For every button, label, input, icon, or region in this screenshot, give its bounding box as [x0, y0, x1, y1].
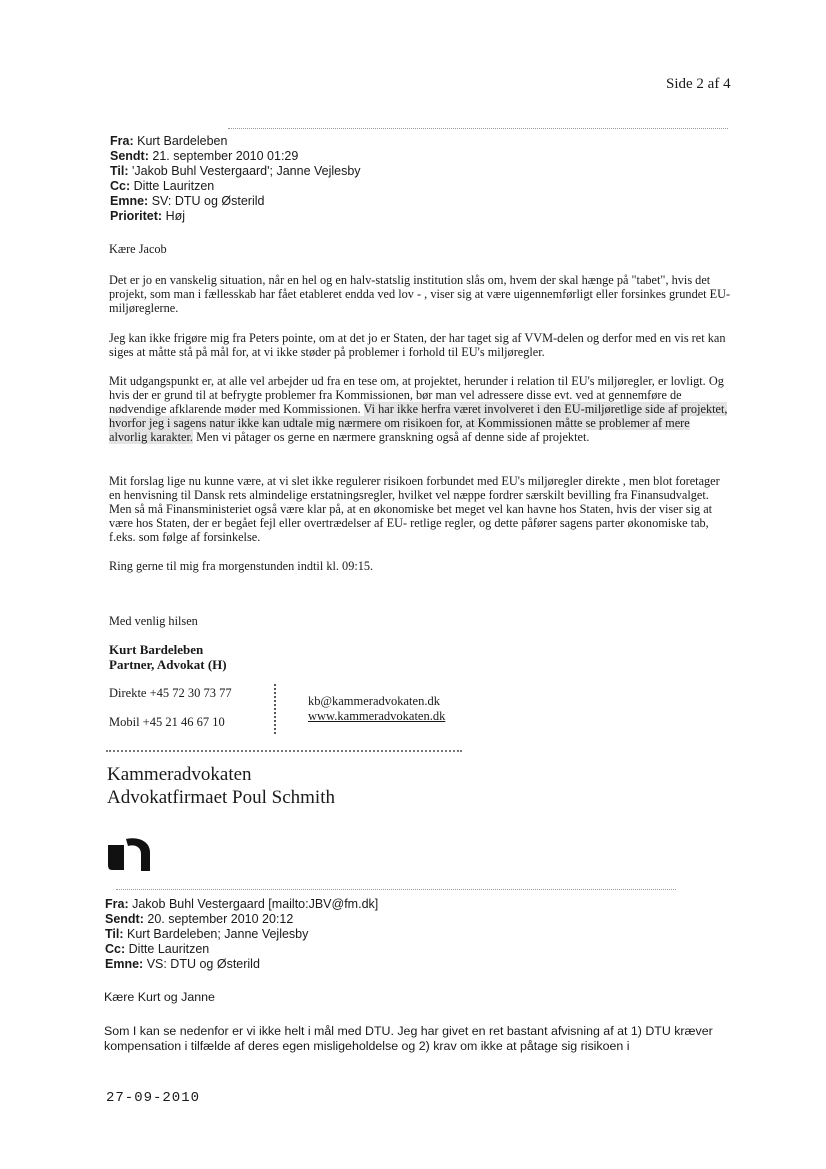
email-link[interactable]: kb@kammeradvokaten.dk [308, 694, 440, 708]
paragraph-forwarded: Som I kan se nedenfor er vi ikke helt i mål med DTU. Jeg har givet en ret bastant afvisning af at 1) DTU kræver kompensation i tilfælde af deres egen misligeholdelse og 2) krav om ikke at påtage sig risikoen i [104, 1024, 713, 1053]
sent-value: 21. september 2010 01:29 [152, 149, 299, 163]
from-label: Fra: [110, 134, 134, 148]
paragraph-4: Mit forslag lige nu kunne være, at vi slet ikke regulerer risikoen forbundet med EU's miljøregler direkte , men blot foretager en henvisning til Dansk rets almindelige erstatningsregler, hvilket vel næppe fordrer særskilt bevilling fra Finansudvalget. Men så må Finansministeriet også være klar på, at en økonomiske bet meget vel kan havne hos Staten, hvis der viser sig at være hos Staten, der er begået fejl eller overtrædelser af EU- retlige regler, og dette påfører sagens parter økonomiske tab, f.eks. som følge af forsinkelse. [109, 474, 720, 544]
contact-separator [274, 684, 276, 734]
page-number: Side 2 af 4 [666, 76, 731, 92]
sent-label: Sendt: [105, 912, 144, 926]
sent-label: Sendt: [110, 149, 149, 163]
email-header [110, 134, 361, 224]
signature-name: Kurt Bardeleben [109, 642, 204, 657]
paragraph-3a: Mit udgangspunkt er, at alle vel arbejder ud fra en tese om, at projektet, herunder i relation til EU's miljøregler, er lovligt. Og hvis der er grund til at befrygte problemer fra Kommissionen, bør man vel adressere disse evt. ved at gennemføre de nødvendige afklarende møder med Kommissionen. [109, 374, 724, 416]
footer-date: 27-09-2010 [106, 1090, 201, 1106]
greeting-forwarded: Kære Kurt og Janne [104, 990, 215, 1004]
to-label: Til: [110, 164, 129, 178]
greeting: Kære Jacob [109, 242, 167, 256]
subject-label: Emne: [105, 957, 144, 971]
website-link[interactable]: www.kammeradvokaten.dk [308, 709, 446, 723]
paragraph-1: Det er jo en vanskelig situation, når en hel og en halv-statslig institution slås om, hvem der skal hænge på "tabet", hvis det projekt, som man i fællesskab har fået etableret endda ved lov - , viser sig at være uigennemførligt eller forsinkes grundet EU- miljøreglerne. [109, 273, 731, 315]
divider [116, 889, 676, 890]
cc-value: Ditte Lauritzen [133, 179, 215, 193]
paragraph-3c: Men vi påtager os gerne en nærmere granskning også af denne side af projektet. [193, 430, 590, 444]
to-value: 'Jakob Buhl Vestergaard'; Janne Vejlesby [132, 164, 361, 178]
email-header-forwarded [105, 897, 378, 972]
cc-value: Ditte Lauritzen [128, 942, 210, 956]
cc-label: Cc: [105, 942, 126, 956]
direct-phone: Direkte +45 72 30 73 77 [109, 686, 232, 700]
firm-subtitle: Advokatfirmaet Poul Schmith [107, 787, 335, 808]
from-label: Fra: [105, 897, 129, 911]
subject-label: Emne: [110, 194, 149, 208]
divider [106, 750, 462, 752]
paragraph-3 [109, 374, 731, 444]
paragraph-2: Jeg kan ikke frigøre mig fra Peters pointe, om at det jo er Staten, der har taget sig af VVM-delen og derfor med en vis ret kan siges at måtte stå på mål for, at vi ikke støder på problemer i forhold til EU's miljøregler. [109, 331, 726, 359]
priority-label: Prioritet: [110, 209, 163, 223]
cc-label: Cc: [110, 179, 131, 193]
paragraph-5: Ring gerne til mig fra morgenstunden indtil kl. 09:15. [109, 559, 374, 573]
signature-title: Partner, Advokat (H) [109, 657, 227, 672]
closing: Med venlig hilsen [109, 614, 198, 628]
highlighted-text: Vi har ikke herfra været involveret i den EU-miljøretlige side af projektet, hvorfor jeg i sagens natur ikke kan udtale mig nærmere om risikoen for, at Kommissionen måtte se problemer af mere alvorlig karakter. [109, 402, 728, 444]
priority-value: Høj [165, 209, 186, 223]
from-value: Kurt Bardeleben [137, 134, 228, 148]
subject-value: VS: DTU og Østerild [146, 957, 260, 971]
firm-name: Kammeradvokaten [107, 764, 252, 785]
sent-value: 20. september 2010 20:12 [147, 912, 294, 926]
divider [228, 128, 728, 129]
from-value: Jakob Buhl Vestergaard [mailto:JBV@fm.dk] [132, 897, 379, 911]
to-label: Til: [105, 927, 124, 941]
to-value: Kurt Bardeleben; Janne Vejlesby [127, 927, 309, 941]
kammeradvokaten-logo-icon [106, 835, 152, 875]
subject-value: SV: DTU og Østerild [151, 194, 265, 208]
mobile-phone: Mobil +45 21 46 67 10 [109, 715, 225, 729]
